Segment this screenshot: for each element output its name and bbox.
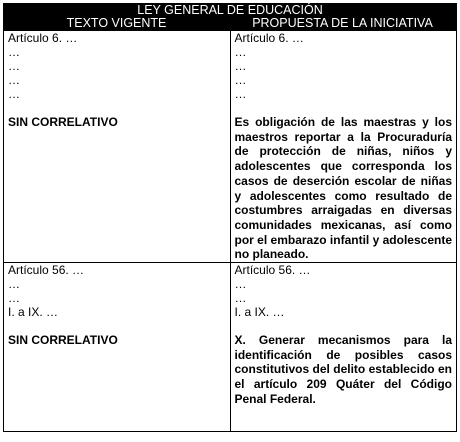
ellipsis-line: …: [234, 45, 247, 59]
no-correlative-label: SIN CORRELATIVO: [8, 333, 118, 348]
ellipsis-line: …: [8, 87, 20, 101]
ellipsis-line: …: [234, 291, 247, 306]
column-headers: [4, 17, 456, 30]
current-text-cell: [4, 263, 231, 432]
article-reference: Artículo 56. …: [234, 263, 311, 278]
ellipsis-line: …: [8, 59, 20, 73]
ellipsis-line: …: [8, 45, 20, 59]
spacer: [235, 101, 453, 115]
proposed-paragraph: X. Generar mecanismos para la identificación de posibles casos constitutivos del delito establecido en el artículo 209 Quáter del Código Penal Federal.: [234, 333, 452, 406]
spacer: [235, 319, 453, 333]
proposal-cell: [230, 31, 457, 263]
ellipsis-line: …: [234, 59, 247, 73]
ellipsis-line: …: [234, 277, 247, 292]
current-text-cell: [4, 31, 231, 263]
ellipsis-line: …: [8, 73, 20, 87]
ellipsis-line: …: [234, 73, 247, 87]
comparison-table: [3, 3, 457, 432]
column-header-proposal: PROPUESTA DE LA INICIATIVA: [252, 16, 433, 30]
ellipsis-line: …: [8, 277, 20, 292]
proposed-paragraph: Es obligación de las maestras y los maestros reportar a la Procuraduría de protección de niñas, niños y adolescentes que corresponda los casos de deserción escolar de niñas y adolescentes como resultado de costumbres arraigadas en diversas comunidades mexicanas, así como por el embarazo infantil y adolescente no planeado.: [234, 115, 452, 262]
table-header: [4, 4, 457, 31]
fraction-range: I. a IX. …: [8, 305, 59, 320]
header-cell: [4, 4, 457, 31]
table-row-article-56: [4, 263, 457, 432]
article-reference: Artículo 6. …: [8, 31, 78, 45]
table-row-article-6: [4, 31, 457, 263]
article-reference: Artículo 56. …: [8, 263, 85, 278]
fraction-range: I. a IX. …: [234, 305, 285, 320]
spacer: [8, 101, 226, 115]
spacer: [8, 319, 226, 333]
law-title: LEY GENERAL DE EDUCACIÓN: [137, 3, 323, 17]
column-header-current-text: TEXTO VIGENTE: [66, 16, 167, 30]
no-correlative-label: SIN CORRELATIVO: [8, 115, 118, 129]
article-reference: Artículo 6. …: [234, 31, 304, 45]
ellipsis-line: …: [8, 291, 20, 306]
proposal-cell: [230, 263, 457, 432]
ellipsis-line: …: [234, 87, 247, 101]
